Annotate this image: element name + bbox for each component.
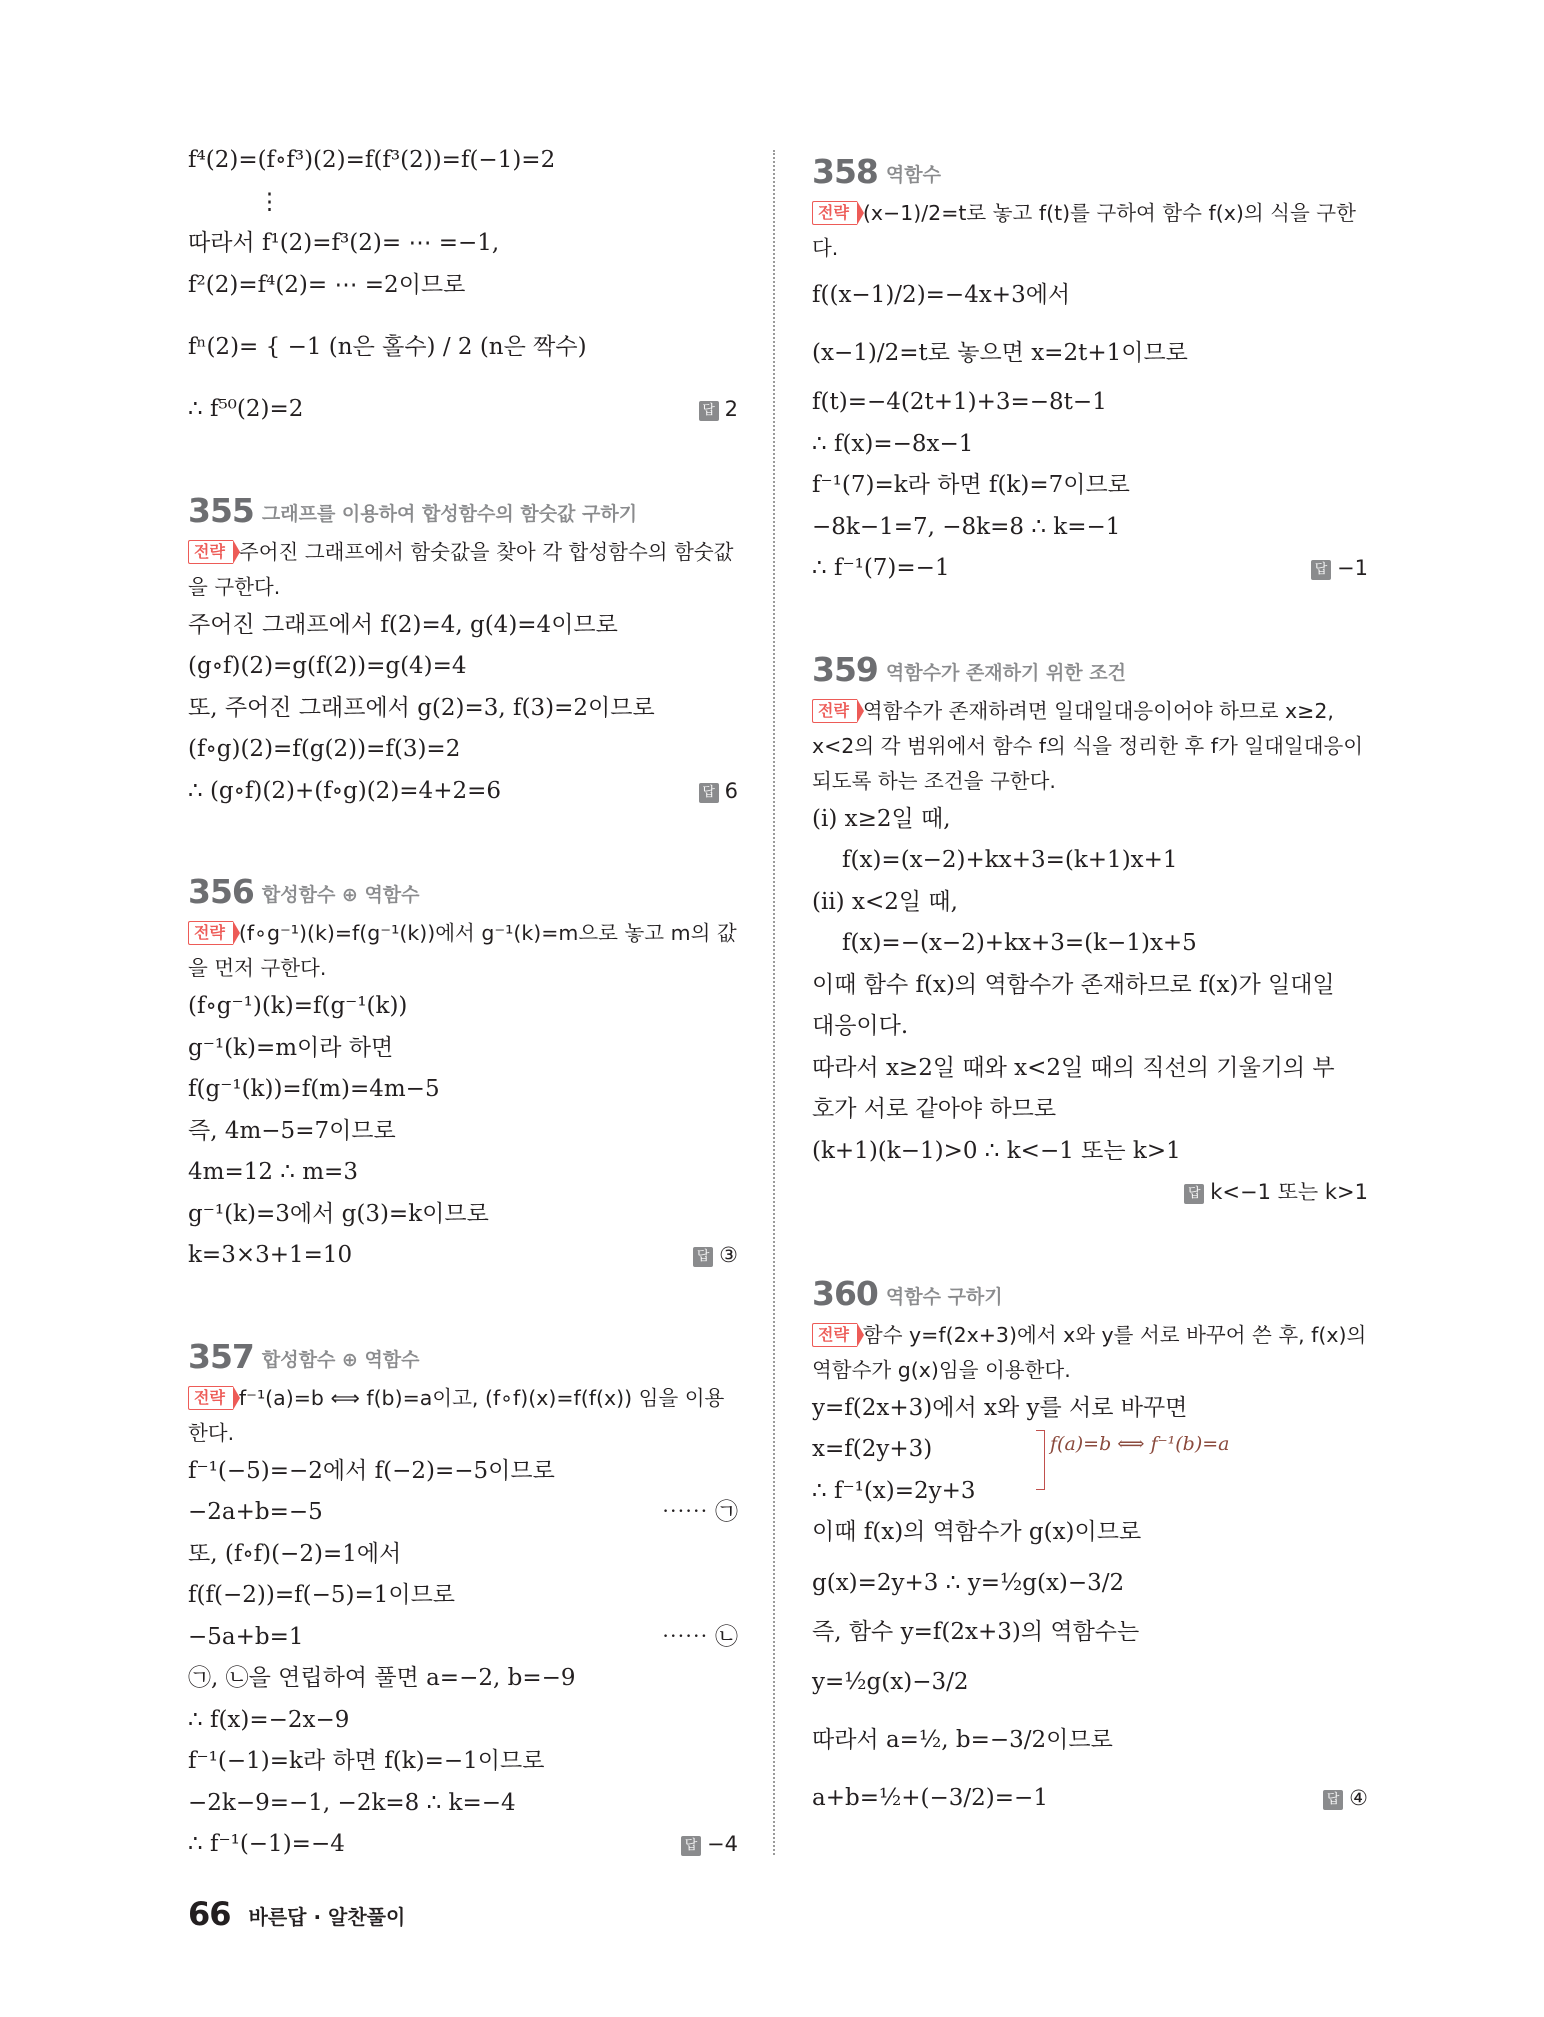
answer-tag: 답 <box>1323 1790 1343 1810</box>
answer <box>1323 1769 1368 1827</box>
strategy-text: f⁻¹(a)=b ⟺ f(b)=a이고, (f∘f)(x)=f(f(x)) 임을 이용한다. <box>188 1385 725 1445</box>
solution-line: 이때 함수 f(x)의 역함수가 존재하므로 f(x)가 일대일 <box>812 971 1335 998</box>
spacer <box>188 1277 738 1325</box>
solution-line: f((x−1)/2)=−4x+3에서 <box>812 282 1071 308</box>
column-divider <box>773 150 775 1855</box>
answer-tag: 답 <box>1311 560 1331 580</box>
answer <box>699 389 738 431</box>
equation-mark: ⋯⋯ ㉡ <box>661 1623 738 1650</box>
solution-text: ∴ f⁵⁰(2)=2 <box>188 396 304 422</box>
answer <box>1311 548 1368 590</box>
strategy <box>812 1318 1368 1388</box>
answer-tag: 답 <box>681 1836 701 1856</box>
solution-line: g⁻¹(k)=3에서 g(3)=k이므로 <box>188 1200 489 1227</box>
solution-line: −8k−1=7, −8k=8 ∴ k=−1 <box>812 513 1121 540</box>
problem-359-header <box>812 638 1368 690</box>
strategy-text: (f∘g⁻¹)(k)=f(g⁻¹(k))에서 g⁻¹(k)=m으로 놓고 m의 값을 먼저 구한다. <box>188 921 737 980</box>
solution-line <box>188 1824 738 1866</box>
strategy-tag: 전략 <box>812 699 857 723</box>
answer-value: ③ <box>719 1243 738 1267</box>
solution-line: f(x)=(x−2)+kx+3=(k+1)x+1 <box>842 847 1178 873</box>
spacer <box>812 1214 1368 1262</box>
problem-355-header <box>188 479 738 531</box>
solution-line: (g∘f)(2)=g(f(2))=g(4)=4 <box>188 653 467 679</box>
right-column <box>812 140 1368 1827</box>
problem-358-header <box>812 140 1368 192</box>
solution-line <box>188 389 738 431</box>
strategy <box>812 694 1368 799</box>
problem-title: 역함수가 존재하기 위한 조건 <box>885 661 1126 684</box>
solution-line: g⁻¹(k)=m이라 하면 <box>188 1034 394 1061</box>
solution-line: 따라서 x≥2일 때와 x<2일 때의 직선의 기울기의 부 <box>812 1054 1335 1081</box>
solution-line: f(t)=−4(2t+1)+3=−8t−1 <box>812 389 1107 415</box>
solution-line: 즉, 4m−5=7이므로 <box>188 1117 396 1144</box>
answer <box>681 1824 738 1866</box>
problem-number: 359 <box>812 649 878 689</box>
solution-line: ㉠, ㉡을 연립하여 풀면 a=−2, b=−9 <box>188 1665 576 1691</box>
solution-line: f(g⁻¹(k))=f(m)=4m−5 <box>188 1076 440 1102</box>
annotation-note: f(a)=b ⟺ f⁻¹(b)=a <box>1050 1433 1230 1455</box>
problem-356-header <box>188 860 738 912</box>
solution-line: −2k−9=−1, −2k=8 ∴ k=−4 <box>188 1789 516 1816</box>
spacer <box>188 431 738 479</box>
solution-line: (i) x≥2일 때, <box>812 805 951 832</box>
solution-text: ∴ (g∘f)(2)+(f∘g)(2)=4+2=6 <box>188 777 502 804</box>
solution-line: f(f(−2))=f(−5)=1이므로 <box>188 1582 456 1608</box>
answer <box>1184 1172 1368 1214</box>
problem-number: 358 <box>812 152 878 191</box>
page-number: 66 <box>188 1895 231 1933</box>
solution-line <box>812 1769 1368 1827</box>
answer-tag: 답 <box>693 1247 713 1267</box>
solution-line <box>188 1492 738 1534</box>
strategy-text: (x−1)/2=t로 놓고 f(t)를 구하여 함수 f(x)의 식을 구한다. <box>812 201 1356 260</box>
strategy <box>188 916 738 986</box>
answer-tag: 답 <box>699 401 719 421</box>
solution-line <box>812 548 1368 590</box>
solution-line: ⋮ <box>258 188 281 215</box>
solution-text: k=3×3+1=10 <box>188 1242 353 1268</box>
solution-line: 따라서 a=½, b=−3/2이므로 <box>812 1727 1113 1753</box>
spacer <box>812 590 1368 638</box>
solution-line: g(x)=2y+3 ∴ y=½g(x)−3/2 <box>812 1569 1125 1596</box>
solution-line: 대응이다. <box>812 1013 909 1039</box>
solution-line: 즉, 함수 y=f(2x+3)의 역함수는 <box>812 1618 1140 1645</box>
solution-text: ∴ f⁻¹(7)=−1 <box>812 555 950 581</box>
strategy <box>188 535 738 605</box>
solution-text: ∴ f⁻¹(−1)=−4 <box>188 1831 345 1857</box>
solution-line <box>188 771 738 813</box>
problem-number: 355 <box>188 490 254 530</box>
solution-line: 또, (f∘f)(−2)=1에서 <box>188 1540 402 1567</box>
solution-line: y=f(2x+3)에서 x와 y를 서로 바꾸면 <box>812 1394 1188 1421</box>
solution-line: 또, 주어진 그래프에서 g(2)=3, f(3)=2이므로 <box>188 694 655 721</box>
answer-value: −4 <box>707 1832 738 1856</box>
answer-value: −1 <box>1337 556 1368 580</box>
strategy <box>188 1381 738 1451</box>
solution-line: (k+1)(k−1)>0 ∴ k<−1 또는 k>1 <box>812 1137 1181 1164</box>
solution-line: f⁻¹(7)=k라 하면 f(k)=7이므로 <box>812 472 1130 498</box>
solution-line: 주어진 그래프에서 f(2)=4, g(4)=4이므로 <box>188 611 618 638</box>
answer-value: 2 <box>724 397 738 421</box>
answer-value: 6 <box>724 778 738 803</box>
strategy-text: 주어진 그래프에서 함숫값을 찾아 각 합성함수의 함숫값을 구한다. <box>188 539 734 599</box>
strategy-tag: 전략 <box>188 540 233 564</box>
solution-line: 이때 f(x)의 역함수가 g(x)이므로 <box>812 1519 1142 1545</box>
answer-tag: 답 <box>1184 1184 1204 1204</box>
left-column <box>188 140 738 1866</box>
solution-line: ∴ f(x)=−8x−1 <box>812 430 974 457</box>
strategy <box>812 196 1368 266</box>
solution-line: 4m=12 ∴ m=3 <box>188 1159 358 1185</box>
strategy-tag: 전략 <box>812 201 857 225</box>
spacer <box>188 812 738 860</box>
solution-line: f²(2)=f⁴(2)= ⋯ =2이므로 <box>188 271 466 298</box>
solution-line: x=f(2y+3) <box>812 1436 933 1462</box>
annotation-bracket <box>1036 1430 1045 1490</box>
page-footer <box>188 1895 405 1933</box>
solution-line: f⁻¹(−1)=k라 하면 f(k)=−1이므로 <box>188 1748 545 1774</box>
answer-tag: 답 <box>699 783 719 803</box>
problem-title: 합성함수 ⊕ 역함수 <box>261 884 420 906</box>
strategy-tag: 전략 <box>188 1386 233 1410</box>
solution-text: −5a+b=1 <box>188 1623 304 1650</box>
strategy-text: 함수 y=f(2x+3)에서 x와 y를 서로 바꾸어 쓴 후, f(x)의 역함수가 g(x)임을 이용한다. <box>812 1322 1367 1382</box>
problem-number: 360 <box>812 1273 878 1313</box>
solution-line: f(x)=−(x−2)+kx+3=(k−1)x+5 <box>842 930 1197 956</box>
solution-line: (f∘g)(2)=f(g(2))=f(3)=2 <box>188 736 461 762</box>
solution-line: ∴ f⁻¹(x)=2y+3 <box>812 1477 976 1504</box>
problem-title: 합성함수 ⊕ 역함수 <box>261 1348 420 1371</box>
solution-text: −2a+b=−5 <box>188 1499 323 1525</box>
solution-line <box>188 1617 738 1659</box>
solution-line: f⁻¹(−5)=−2에서 f(−2)=−5이므로 <box>188 1457 555 1484</box>
strategy-tag: 전략 <box>188 921 233 945</box>
solution-line: (ii) x<2일 때, <box>812 888 958 915</box>
answer-value: k<−1 또는 k>1 <box>1210 1180 1368 1204</box>
answer <box>699 771 738 813</box>
solution-line <box>812 1172 1368 1214</box>
solution-line <box>188 1235 738 1277</box>
solution-line: fⁿ(2)= { −1 (n은 홀수) / 2 (n은 짝수) <box>188 334 587 360</box>
solution-line: (f∘g⁻¹)(k)=f(g⁻¹(k)) <box>188 993 408 1019</box>
problem-number: 357 <box>188 1336 254 1376</box>
solution-line: y=½g(x)−3/2 <box>812 1669 969 1695</box>
solution-line: ∴ f(x)=−2x−9 <box>188 1706 350 1733</box>
problem-number: 356 <box>188 872 254 911</box>
solution-line: (x−1)/2=t로 놓으면 x=2t+1이므로 <box>812 340 1188 366</box>
problem-357-header <box>188 1325 738 1377</box>
solution-line: f⁴(2)=(f∘f³)(2)=f(f³(2))=f(−1)=2 <box>188 147 556 173</box>
footer-text: 바른답 · 알찬풀이 <box>248 1905 406 1929</box>
answer-value: ④ <box>1349 1786 1368 1810</box>
solution-line: 호가 서로 같아야 하므로 <box>812 1096 1057 1122</box>
problem-360-header <box>812 1262 1368 1314</box>
problem-title: 역함수 구하기 <box>885 1285 1003 1308</box>
problem-title: 그래프를 이용하여 합성함수의 함숫값 구하기 <box>261 502 638 525</box>
answer <box>693 1235 738 1277</box>
strategy-text: 역함수가 존재하려면 일대일대응이어야 하므로 x≥2, x<2의 각 범위에서 함수 f의 식을 정리한 후 f가 일대일대응이 되도록 하는 조건을 구한다. <box>812 698 1364 793</box>
strategy-tag: 전략 <box>812 1323 857 1347</box>
equation-mark: ⋯⋯ ㉠ <box>661 1499 738 1525</box>
solution-line: 따라서 f¹(2)=f³(2)= ⋯ =−1, <box>188 230 500 256</box>
solution-text: a+b=½+(−3/2)=−1 <box>812 1785 1048 1811</box>
problem-title: 역함수 <box>885 164 941 186</box>
